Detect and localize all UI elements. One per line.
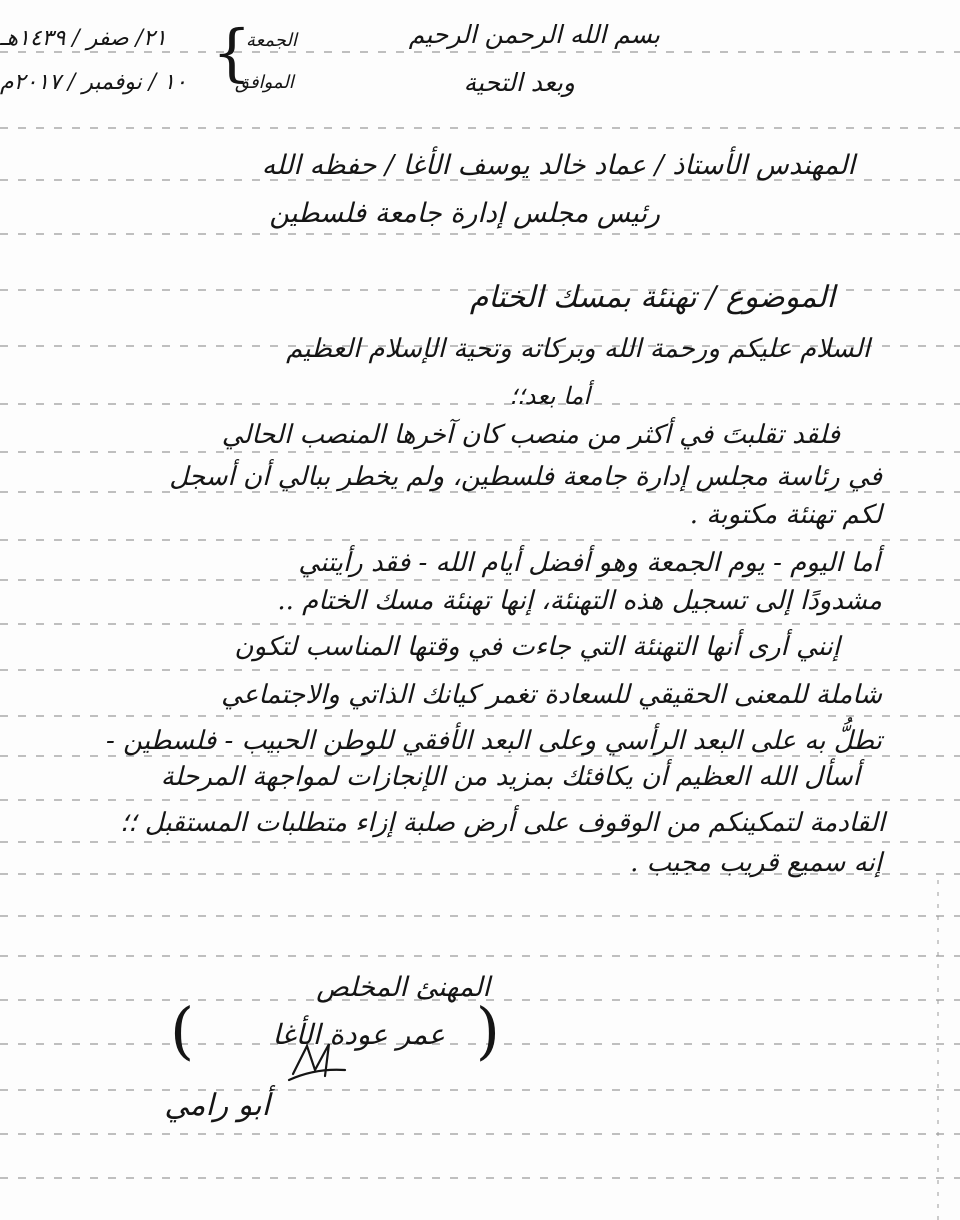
date-hijri: ٢١/ صفر / ١٤٣٩هـ — [0, 26, 167, 51]
recipient-title: رئيس مجلس إدارة جامعة فلسطين — [269, 198, 660, 229]
handwritten-signature-mark — [285, 1040, 355, 1090]
basmala: بسم الله الرحمن الرحيم — [408, 20, 660, 49]
body-line: مشدودًا إلى تسجيل هذه التهنئة، إنها تهنئة مسك الختام .. — [277, 586, 882, 616]
body-line: أسأل الله العظيم أن يكافئك بمزيد من الإنجازات لمواجهة المرحلة — [160, 762, 860, 792]
body-line: شاملة للمعنى الحقيقي للسعادة تغمر كيانك الذاتي والاجتماعي — [221, 680, 882, 710]
date-gregorian: ١٠ / نوفمبر / ٢٠١٧م — [0, 70, 187, 95]
close-paren: ) — [475, 994, 500, 1067]
body-line: أما اليوم - يوم الجمعة وهو أفضل أيام الله - فقد رأيتني — [298, 548, 880, 578]
opening-greeting: وبعد التحية — [463, 68, 575, 97]
opening-phrase: أما بعد؛؛ — [509, 382, 590, 410]
corresponding-label: الموافق — [235, 72, 294, 93]
signer-name: عمر عودة الأغا — [272, 1018, 445, 1051]
body-line: في رئاسة مجلس إدارة جامعة فلسطين، ولم يخطر ببالي أن أسجل — [169, 462, 882, 492]
signature-label: المهنئ المخلص — [316, 972, 490, 1003]
date-brace: { — [212, 16, 252, 89]
body-line: لكم تهنئة مكتوبة . — [689, 500, 882, 530]
body-line: القادمة لتمكينكم من الوقوف على أرض صلبة إزاء متطلبات المستقبل ؛؛ — [119, 808, 885, 838]
body-line: فلقد تقلبتَ في أكثر من منصب كان آخرها المنصب الحالي — [221, 420, 840, 450]
open-paren: ( — [170, 994, 195, 1067]
day-label: الجمعة — [246, 30, 297, 51]
subject-line: الموضوع / تهنئة بمسك الختام — [469, 280, 835, 315]
body-line: تطلُّ به على البعد الرأسي وعلى البعد الأفقي للوطن الحبيب - فلسطين - — [106, 726, 882, 756]
signer-kunya: أبو رامي — [164, 1088, 270, 1123]
body-line: إنني أرى أنها التهنئة التي جاءت في وقتها المناسب لتكون — [234, 632, 840, 662]
body-line: إنه سميع قريب مجيب . — [630, 848, 882, 878]
salutation: السلام عليكم ورحمة الله وبركاته وتحية الإسلام العظيم — [286, 334, 870, 364]
recipient-name: المهندس الأستاذ / عماد خالد يوسف الأغا / حفظه الله — [261, 150, 855, 181]
